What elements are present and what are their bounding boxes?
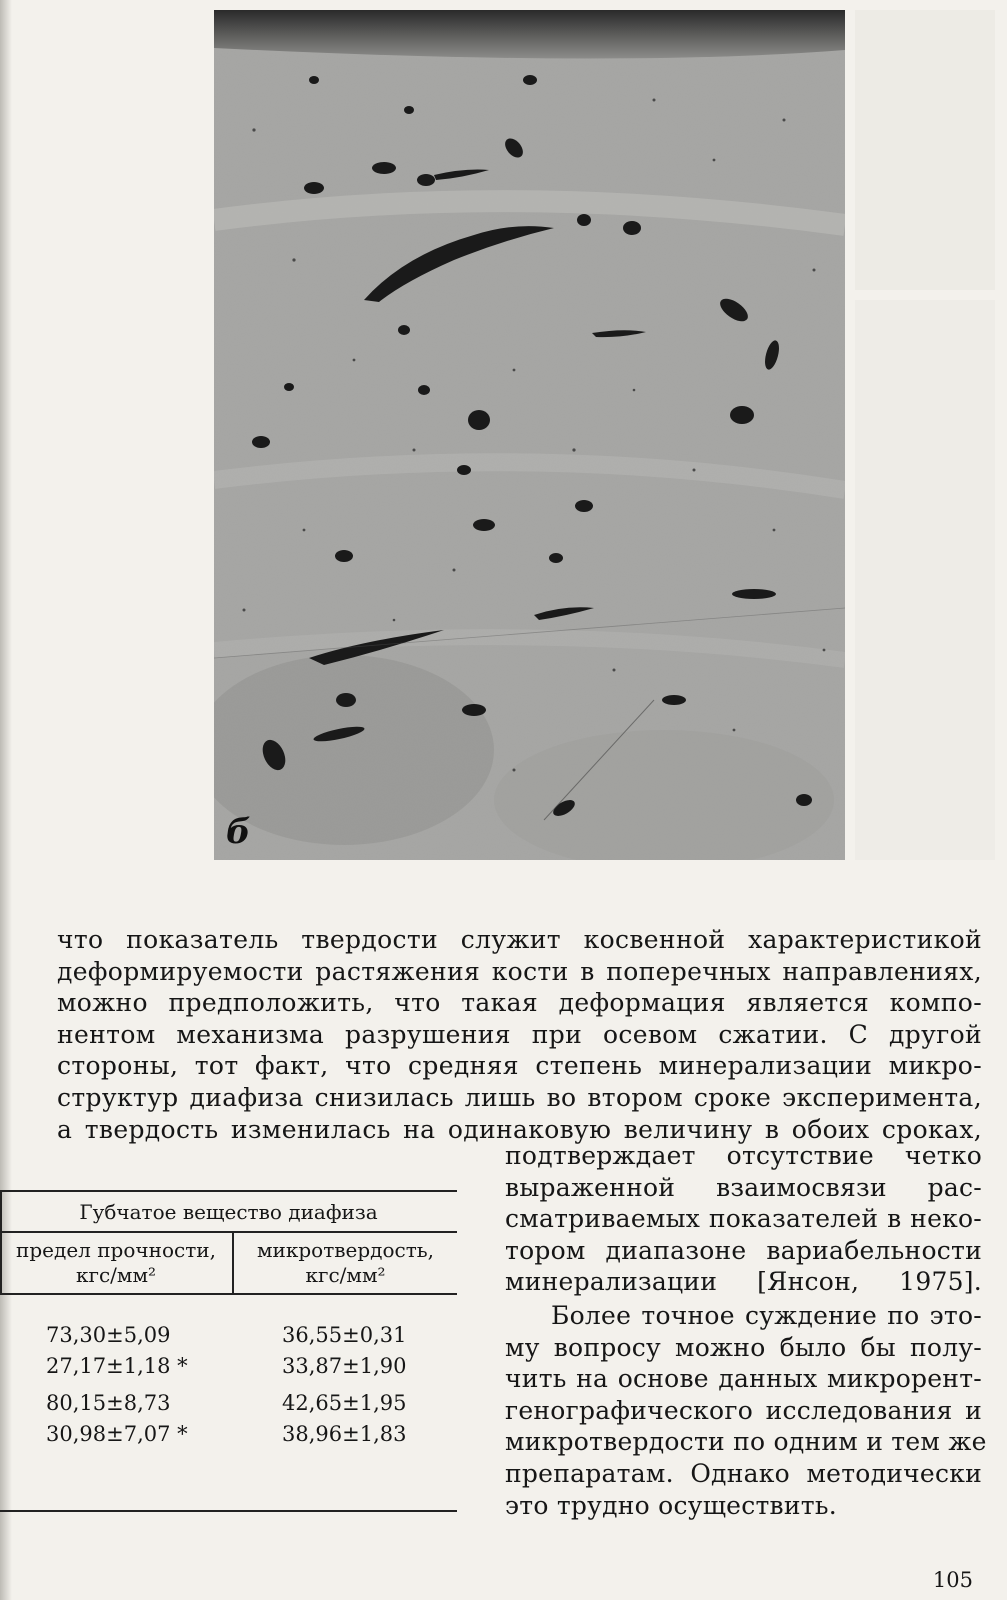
paragraph-line: деформируемости растяжения кости в поперечных направлениях, bbox=[57, 956, 982, 986]
side-line: тором диапазоне вариабельности bbox=[505, 1235, 982, 1265]
bleed-through-top bbox=[855, 10, 995, 290]
table-column-header-rule bbox=[0, 1293, 457, 1295]
paragraph-line: что показатель твердости служит косвенной характеристикой bbox=[57, 925, 982, 954]
table-top-rule bbox=[0, 1190, 457, 1192]
side-paragraph-new bbox=[505, 1300, 987, 1521]
table-cell-hardness: 36,55±0,31 bbox=[282, 1323, 407, 1347]
table-bottom-rule bbox=[0, 1510, 457, 1512]
side-line: микротвердости по одним и тем же bbox=[505, 1427, 987, 1457]
paragraph-line: нентом механизма разрушения при осевом сжатии. С другой bbox=[57, 1019, 982, 1049]
paragraph-line: структур диафиза снизилась лишь во втором сроке эксперимента, bbox=[57, 1082, 982, 1112]
strength-header-line1: предел прочности, bbox=[16, 1238, 216, 1262]
table-cell-hardness: 33,87±1,90 bbox=[282, 1354, 407, 1378]
side-line: это трудно осуществить. bbox=[505, 1490, 837, 1520]
side-line: препаратам. Однако методически bbox=[505, 1458, 982, 1488]
table-cell-strength: 30,98±7,07 * bbox=[46, 1422, 188, 1446]
side-line: подтверждает отсутствие четко bbox=[505, 1141, 982, 1170]
table-cell-strength: 73,30±5,09 bbox=[46, 1323, 171, 1347]
side-line: сматриваемых показателей в неко- bbox=[505, 1204, 982, 1234]
table-col-strength-header bbox=[0, 1238, 232, 1288]
hardness-header-line1: микротвердость, bbox=[256, 1238, 435, 1262]
side-paragraph-continuation bbox=[505, 1140, 982, 1298]
table-cell-hardness: 42,65±1,95 bbox=[282, 1391, 407, 1415]
bone-micrograph bbox=[214, 10, 845, 860]
hardness-header-line2: кгс/мм² bbox=[305, 1263, 386, 1287]
strength-header-line2: кгс/мм² bbox=[75, 1263, 157, 1287]
data-table bbox=[0, 1190, 457, 1500]
micrograph-image bbox=[214, 10, 845, 860]
figure-panel-letter: б bbox=[226, 812, 251, 852]
side-line: чить на основе данных микрорент- bbox=[505, 1364, 982, 1394]
table-col-hardness-header bbox=[234, 1238, 457, 1288]
table-cell-strength: 27,17±1,18 * bbox=[46, 1354, 188, 1378]
side-line: генографического исследования и bbox=[505, 1395, 982, 1425]
side-line: минерализации [Янсон, 1975]. bbox=[505, 1267, 982, 1297]
table-cell-hardness: 38,96±1,83 bbox=[282, 1422, 407, 1446]
table-group-header: Губчатое вещество диафиза bbox=[79, 1200, 378, 1224]
paragraph-line: можно предположить, что такая деформация является компо- bbox=[57, 988, 982, 1018]
paragraph-line: стороны, тот факт, что средняя степень минерализации микро- bbox=[57, 1051, 982, 1081]
table-header-rule bbox=[0, 1231, 457, 1233]
paragraph-line: а твердость изменилась на одинаковую величину в обоих сроках, bbox=[57, 1114, 982, 1144]
main-paragraph bbox=[57, 924, 982, 1145]
bleed-through-right bbox=[855, 300, 995, 860]
side-column-text bbox=[505, 1140, 987, 1521]
page-number: 105 bbox=[932, 1568, 973, 1592]
table-cell-strength: 80,15±8,73 bbox=[46, 1391, 171, 1415]
side-line: выраженной взаимосвязи рас- bbox=[505, 1172, 982, 1202]
side-line: Более точное суждение по это- bbox=[551, 1300, 982, 1330]
side-line: му вопросу можно было бы полу- bbox=[505, 1332, 982, 1362]
